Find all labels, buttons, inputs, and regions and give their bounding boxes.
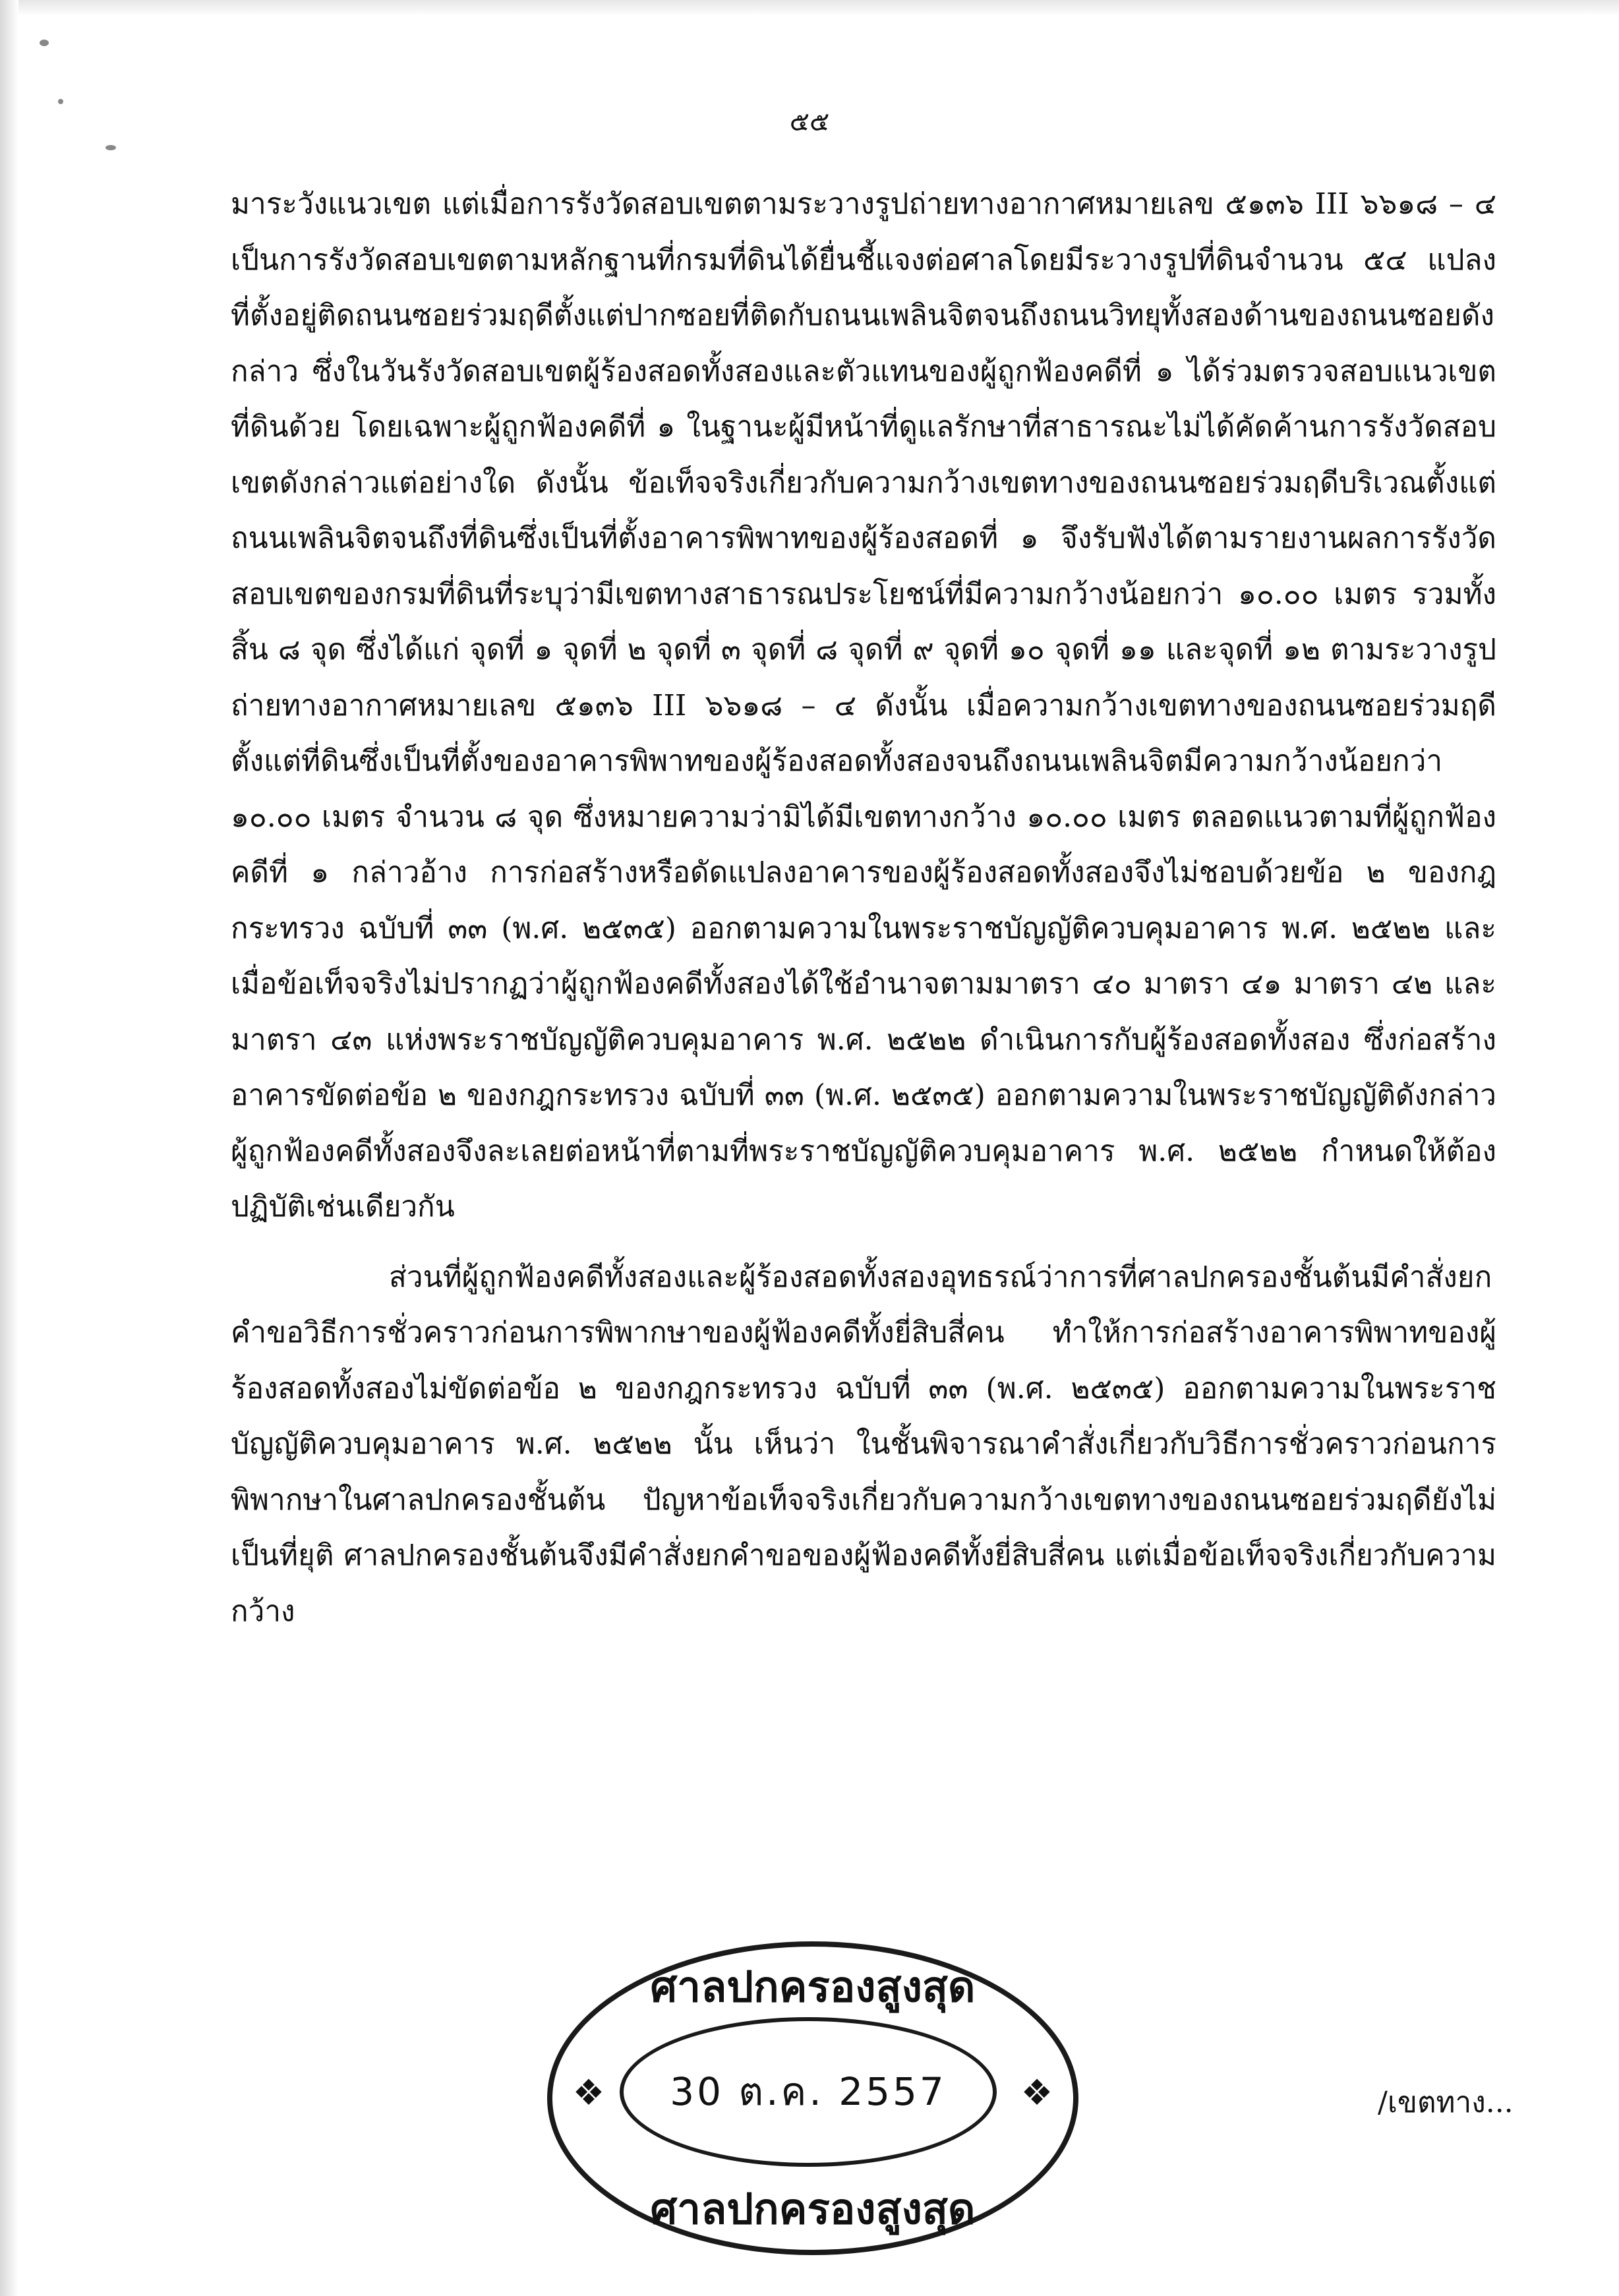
paragraph-2: ส่วนที่ผู้ถูกฟ้องคดีทั้งสองและผู้ร้องสอดทั้งสองอุทธรณ์ว่าการที่ศาลปกครองชั้นต้นมีคำสั่งยกคำขอวิธีการชั่วคราวก่อนการพิพากษาของผู้ฟ้องคดีทั้งยี่สิบสี่คน ทำให้การก่อสร้างอาคารพิพาทของผู้ร้องสอดทั้งสองไม่ขัดต่อข้อ ๒ ของกฎกระทรวง ฉบับที่ ๓๓ (พ.ศ. ๒๕๓๕) ออกตามความในพระราชบัญญัติควบคุมอาคาร พ.ศ. ๒๕๒๒ นั้น เห็นว่า ในชั้นพิจารณาคำสั่งเกี่ยวกับวิธีการชั่วคราวก่อนการพิพากษาในศาลปกครองชั้นต้น ปัญหาข้อเท็จจริงเกี่ยวกับความกว้างเขตทางของถนนซอยร่วมฤดียังไม่เป็นที่ยุติ ศาลปกครองชั้นต้นจึงมีคำสั่งยกคำขอของผู้ฟ้องคดีทั้งยี่สิบสี่คน แต่เมื่อข้อเท็จจริงเกี่ยวกับความกว้าง — [231, 1260, 1496, 1628]
stamp-top-text: ศาลปกครองสูงสุด — [650, 1963, 976, 2012]
page-number: ๕๕ — [789, 107, 830, 137]
scan-speck — [40, 40, 49, 46]
scan-speck — [58, 99, 63, 104]
scan-left-shadow — [0, 0, 18, 2296]
ornament-icon: ❖ — [572, 2072, 605, 2113]
scan-top-shadow — [0, 0, 1619, 16]
paragraph-1: มาระวังแนวเขต แต่เมื่อการรังวัดสอบเขตตามระวางรูปถ่ายทางอากาศหมายเลข ๕๑๓๖ III ๖๖๑๘ – ๔ เป็นการรังวัดสอบเขตตามหลักฐานที่กรมที่ดินได้ยื่นชี้แจงต่อศาลโดยมีระวางรูปที่ดินจำนวน ๕๔ แปลง ที่ตั้งอยู่ติดถนนซอยร่วมฤดีตั้งแต่ปากซอยที่ติดกับถนนเพลินจิตจนถึงถนนวิทยุทั้งสองด้านของถนนซอยดังกล่าว ซึ่งในวันรังวัดสอบเขตผู้ร้องสอดทั้งสองและตัวแทนของผู้ถูกฟ้องคดีที่ ๑ ได้ร่วมตรวจสอบแนวเขตที่ดินด้วย โดยเฉพาะผู้ถูกฟ้องคดีที่ ๑ ในฐานะผู้มีหน้าที่ดูแลรักษาที่สาธารณะไม่ได้คัดค้านการรังวัดสอบเขตดังกล่าวแต่อย่างใด ดังนั้น ข้อเท็จจริงเกี่ยวกับความกว้างเขตทางของถนนซอยร่วมฤดีบริเวณตั้งแต่ถนนเพลินจิตจนถึงที่ดินซึ่งเป็นที่ตั้งอาคารพิพาทของผู้ร้องสอดที่ ๑ จึงรับฟังได้ตามรายงานผลการรังวัดสอบเขตของกรมที่ดินที่ระบุว่ามีเขตทางสาธารณประโยชน์ที่มีความกว้างน้อยกว่า ๑๐.๐๐ เมตร รวมทั้งสิ้น ๘ จุด ซึ่งได้แก่ จุดที่ ๑ จุดที่ ๒ จุดที่ ๓ จุดที่ ๘ จุดที่ ๙ จุดที่ ๑๐ จุดที่ ๑๑ และจุดที่ ๑๒ ตามระวางรูปถ่ายทางอากาศหมายเลข ๕๑๓๖ III ๖๖๑๘ – ๔ ดังนั้น เมื่อความกว้างเขตทางของถนนซอยร่วมฤดีตั้งแต่ที่ดินซึ่งเป็นที่ตั้งของอาคารพิพาทของผู้ร้องสอดทั้งสองจนถึงถนนเพลินจิตมีความกว้างน้อยกว่า ๑๐.๐๐ เมตร จำนวน ๘ จุด ซึ่งหมายความว่ามิได้มีเขตทางกว้าง ๑๐.๐๐ เมตร ตลอดแนวตามที่ผู้ถูกฟ้องคดีที่ ๑ กล่าวอ้าง การก่อสร้างหรือดัดแปลงอาคารของผู้ร้องสอดทั้งสองจึงไม่ชอบด้วยข้อ ๒ ของกฎกระทรวง ฉบับที่ ๓๓ (พ.ศ. ๒๕๓๕) ออกตามความในพระราชบัญญัติควบคุมอาคาร พ.ศ. ๒๕๒๒ และเมื่อข้อเท็จจริงไม่ปรากฏว่าผู้ถูกฟ้องคดีทั้งสองได้ใช้อำนาจตามมาตรา ๔๐ มาตรา ๔๑ มาตรา ๔๒ และมาตรา ๔๓ แห่งพระราชบัญญัติควบคุมอาคาร พ.ศ. ๒๕๒๒ ดำเนินการกับผู้ร้องสอดทั้งสอง ซึ่งก่อสร้างอาคารขัดต่อข้อ ๒ ของกฎกระทรวง ฉบับที่ ๓๓ (พ.ศ. ๒๕๓๕) ออกตามความในพระราชบัญญัติดังกล่าว ผู้ถูกฟ้องคดีทั้งสองจึงละเลยต่อหน้าที่ตามที่พระราชบัญญัติควบคุมอาคาร พ.ศ. ๒๕๒๒ กำหนดให้ต้องปฏิบัติเช่นเดียวกัน — [231, 187, 1496, 1223]
scan-speck — [105, 145, 116, 150]
ornament-icon: ❖ — [1020, 2072, 1053, 2113]
court-stamp — [547, 1941, 1074, 2251]
stamp-date: 30 ต.ค. 2557 — [670, 2069, 947, 2114]
stamp-bottom-text: ศาลปกครองสูงสุด — [650, 2185, 976, 2234]
body-text — [231, 177, 1496, 1639]
continuation-marker: /เขตทาง... — [1378, 2086, 1514, 2119]
